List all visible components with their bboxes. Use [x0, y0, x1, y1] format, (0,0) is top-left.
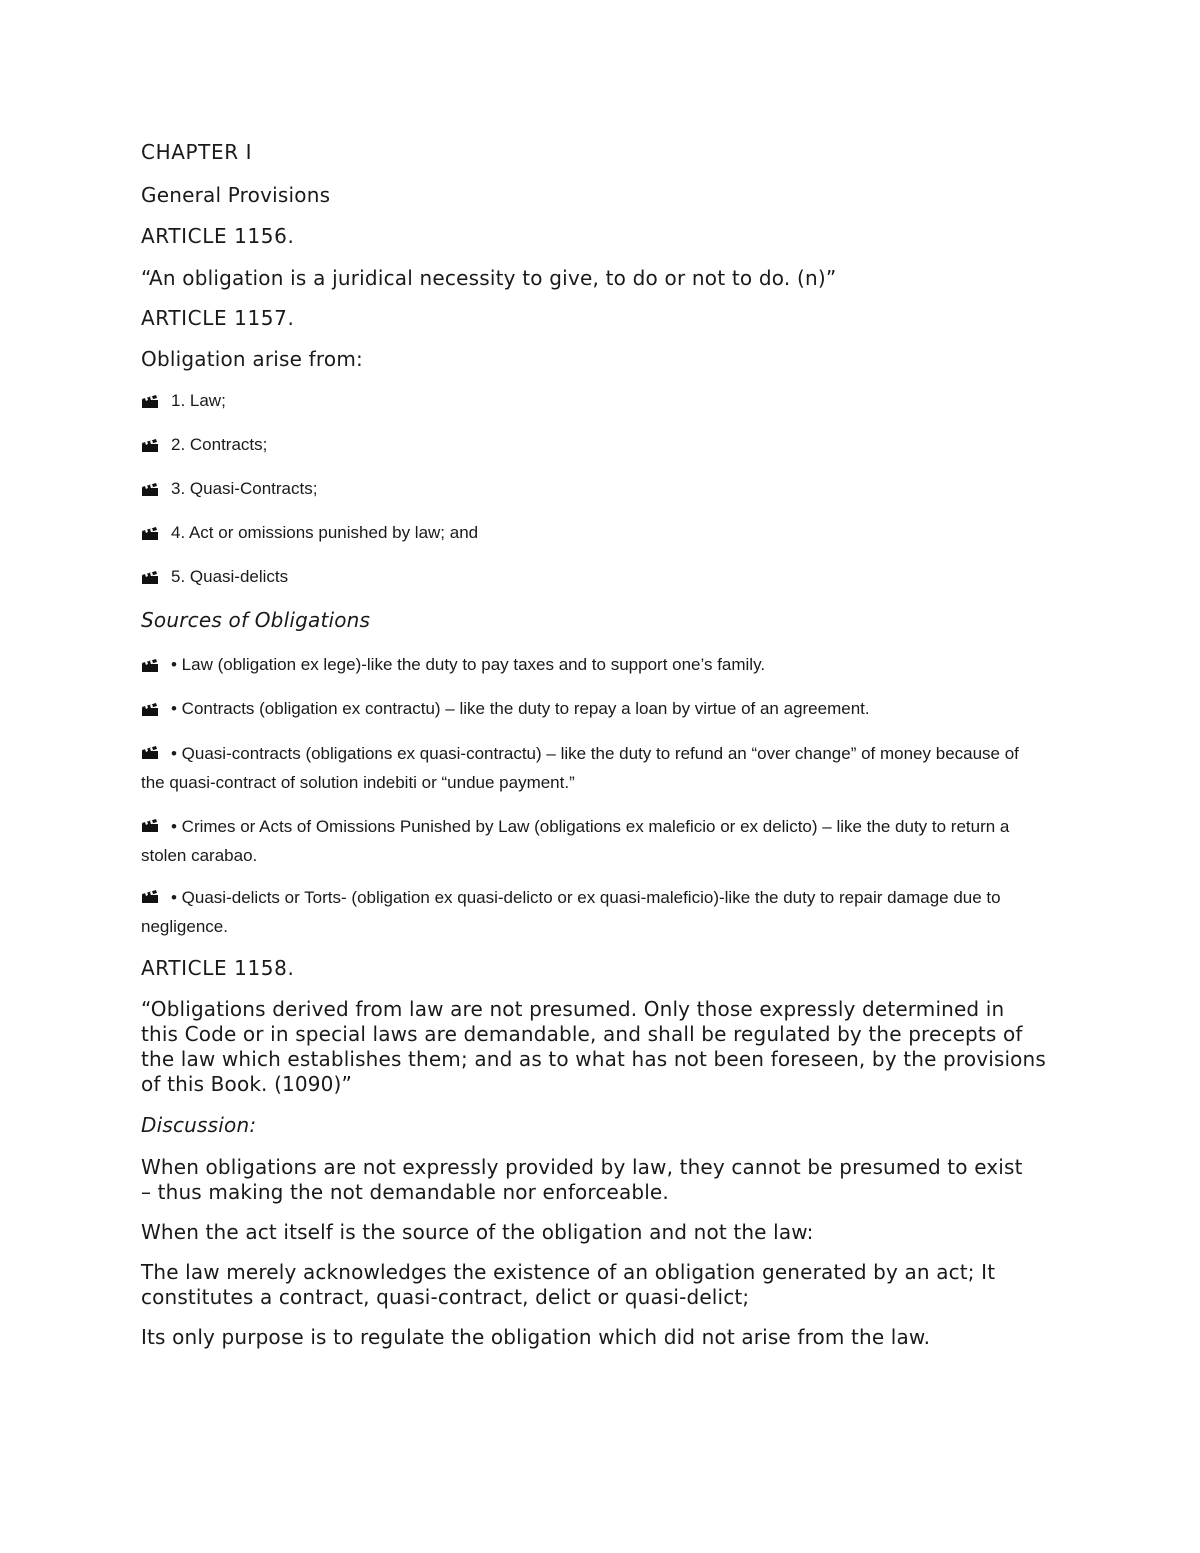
clapperboard-icon	[141, 658, 161, 674]
list-item	[141, 567, 288, 587]
clapperboard-icon	[141, 702, 161, 718]
list-item-text: 1. Law;	[171, 391, 226, 410]
list-item-text: 2. Contracts;	[171, 435, 268, 454]
article-1156-heading: ARTICLE 1156.	[141, 224, 295, 248]
chapter-subtitle: General Provisions	[141, 183, 331, 207]
source-item	[141, 739, 1046, 797]
article-1157-intro: Obligation arise from:	[141, 347, 363, 371]
clapperboard-icon	[141, 813, 161, 828]
clapperboard-icon	[141, 438, 161, 454]
list-item	[141, 479, 317, 499]
clapperboard-icon	[141, 740, 161, 755]
source-item-text: • Crimes or Acts of Omissions Punished by Law (obligations ex maleficio or ex delicto) – like the duty to return a stolen carabao.	[141, 817, 1010, 865]
clapperboard-icon	[141, 394, 161, 410]
clapperboard-icon	[141, 570, 161, 586]
clapperboard-icon	[141, 526, 161, 542]
list-item	[141, 391, 226, 411]
article-1156-text: “An obligation is a juridical necessity to give, to do or not to do. (n)”	[141, 266, 837, 290]
clapperboard-icon	[141, 482, 161, 498]
sources-heading: Sources of Obligations	[141, 608, 371, 632]
list-item	[141, 435, 267, 455]
list-item-text: 5. Quasi-delicts	[171, 567, 289, 586]
discussion-paragraph: When obligations are not expressly provided by law, they cannot be presumed to exist – thus making the not demandable nor enforceable.	[141, 1155, 1023, 1204]
article-1158-text: “Obligations derived from law are not presumed. Only those expressly determined in this Code or in special laws are demandable, and shall be regulated by the precepts of the law which establishes them; and as to what has not been foreseen, by the provisions of this Book. (1090)”	[141, 997, 1046, 1096]
list-item	[141, 523, 478, 543]
discussion-paragraph: The law merely acknowledges the existence of an obligation generated by an act; It constitutes a contract, quasi-contract, delict or quasi-delict;	[141, 1260, 996, 1309]
clapperboard-icon	[141, 884, 161, 899]
source-item	[141, 883, 1021, 941]
article-1158-heading: ARTICLE 1158.	[141, 956, 295, 980]
source-item-text: • Quasi-contracts (obligations ex quasi-contractu) – like the duty to refund an “over change” of money because of the quasi-contract of solution indebiti or “undue payment.”	[141, 744, 1019, 792]
source-item-text: • Quasi-delicts or Torts- (obligation ex quasi-delicto or ex quasi-maleficio)-like the duty to repair damage due to negligence.	[141, 888, 1001, 936]
discussion-paragraph: When the act itself is the source of the obligation and not the law:	[141, 1220, 814, 1244]
source-item	[141, 812, 1051, 870]
source-item-text: • Contracts (obligation ex contractu) – like the duty to repay a loan by virtue of an agreement.	[171, 699, 870, 718]
discussion-paragraph: Its only purpose is to regulate the obligation which did not arise from the law.	[141, 1325, 931, 1349]
discussion-label: Discussion:	[141, 1113, 257, 1137]
source-item-text: • Law (obligation ex lege)-like the duty to pay taxes and to support one’s family.	[171, 655, 766, 674]
source-item	[141, 699, 1051, 719]
source-item	[141, 655, 1051, 675]
list-item-text: 4. Act or omissions punished by law; and	[171, 523, 479, 542]
list-item-text: 3. Quasi-Contracts;	[171, 479, 318, 498]
article-1157-heading: ARTICLE 1157.	[141, 306, 295, 330]
chapter-title: CHAPTER I	[141, 140, 253, 164]
